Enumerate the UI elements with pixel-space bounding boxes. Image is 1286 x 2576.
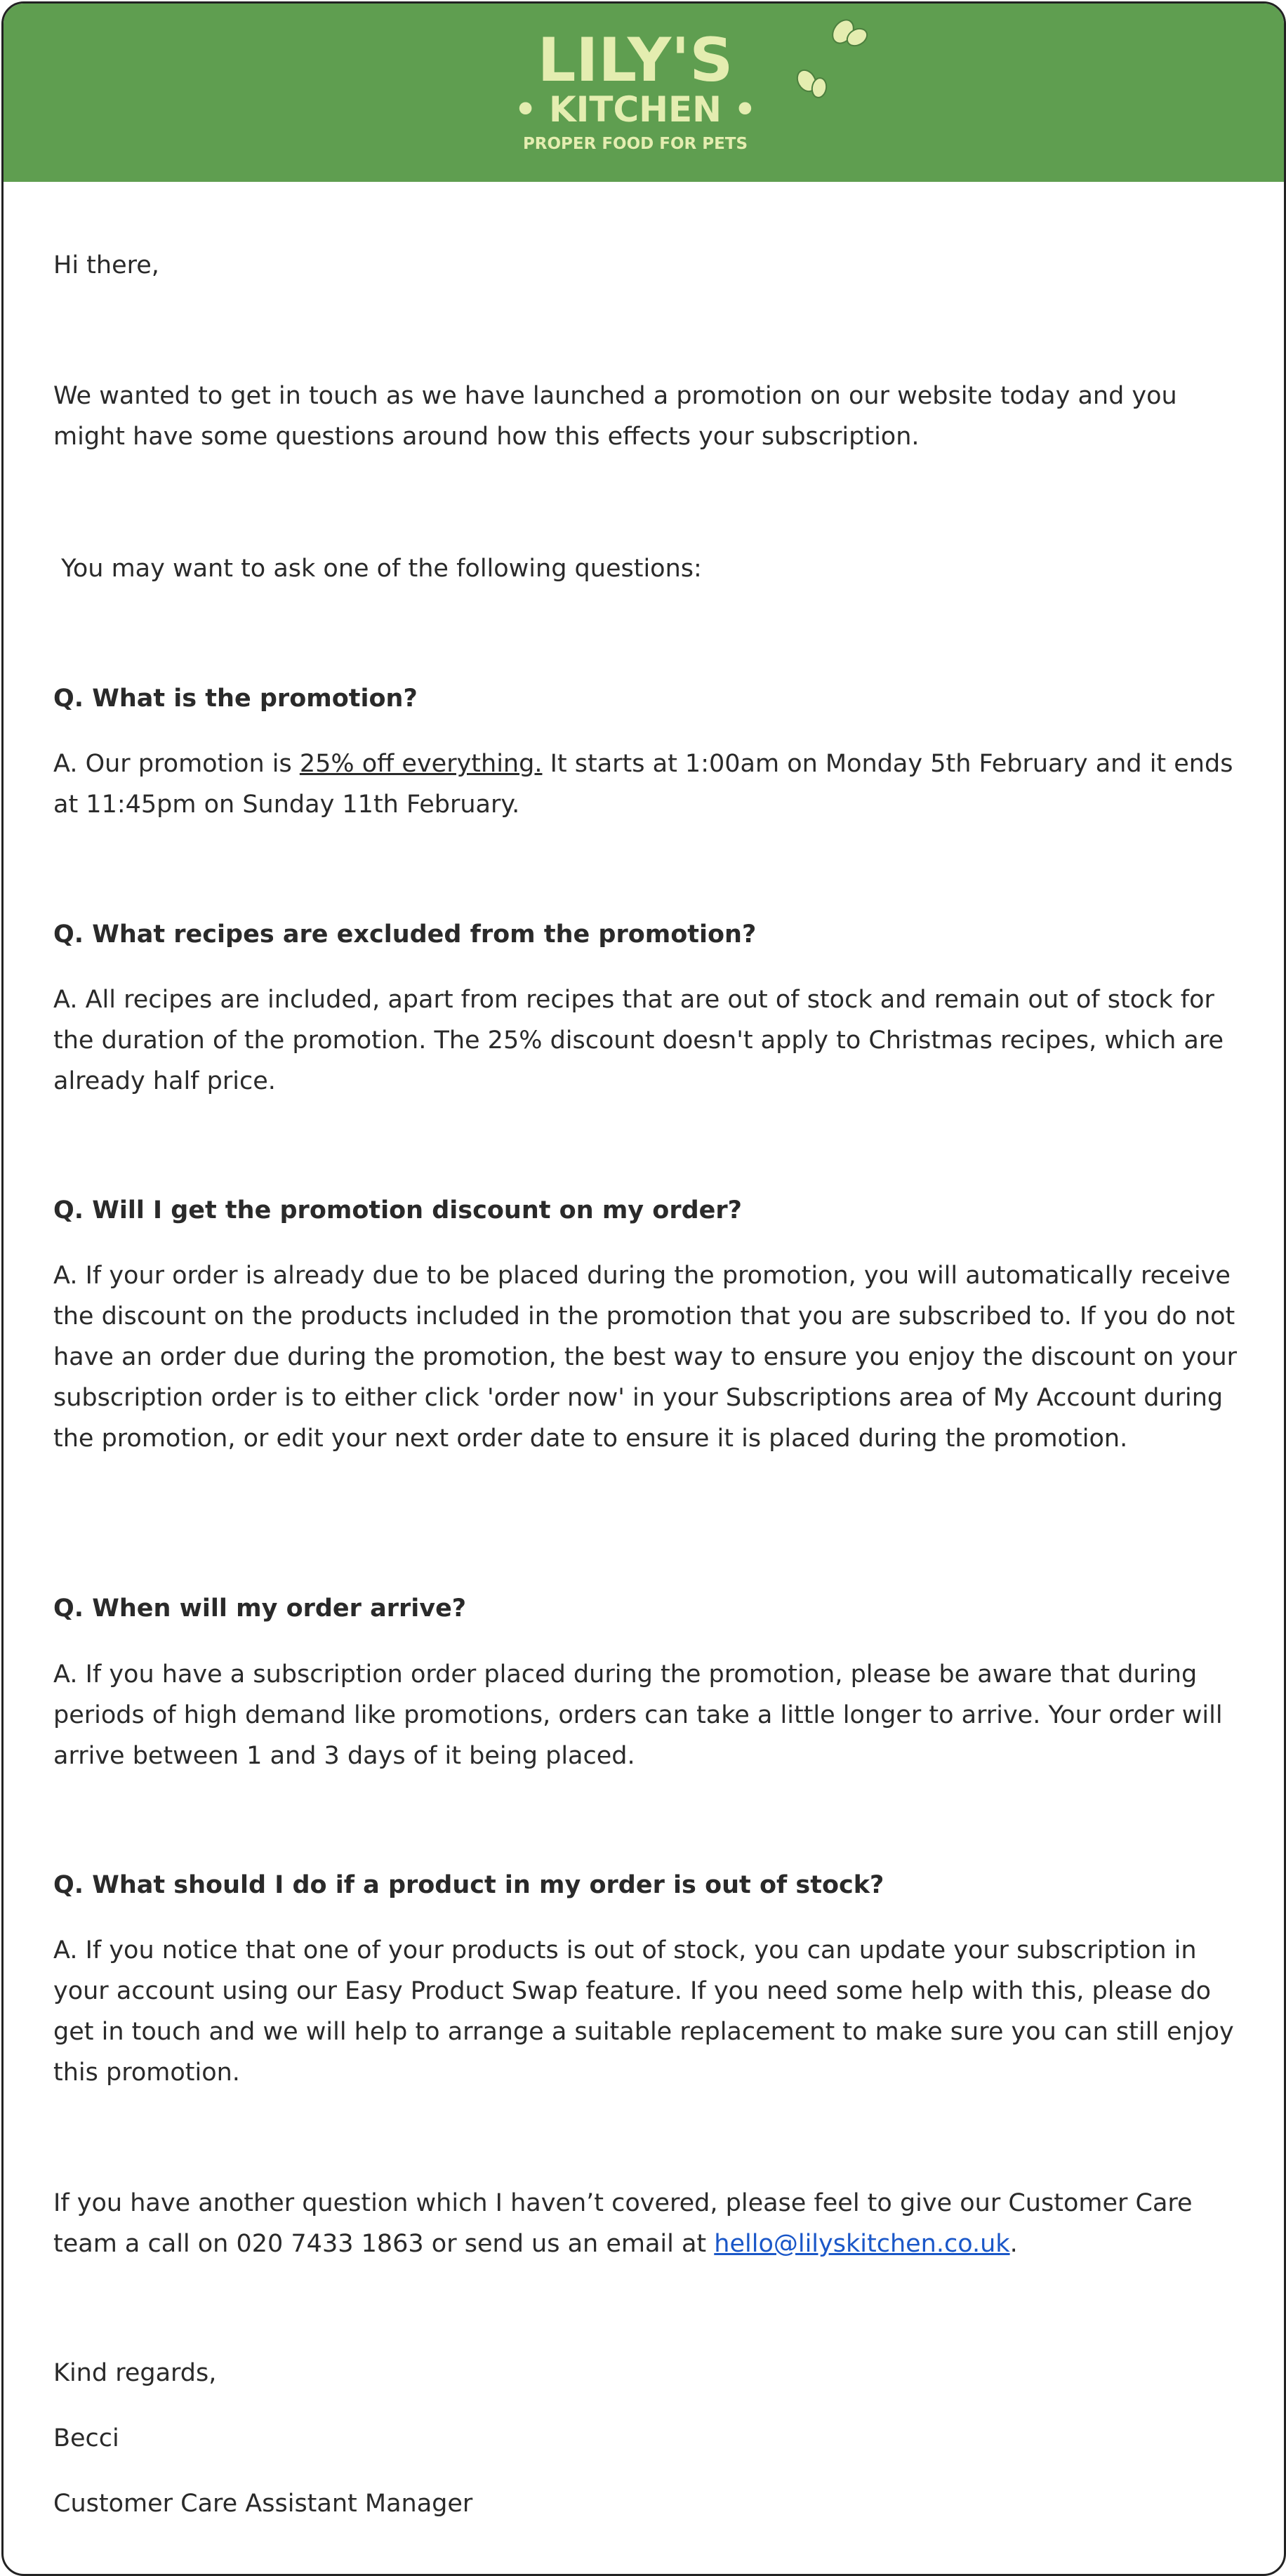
faq-question-4: Q. When will my order arrive?: [53, 1594, 467, 1623]
logo-subtitle: • KITCHEN •: [514, 89, 757, 130]
contact-paragraph: If you have another question which I haven’t covered, please feel to give our Customer Care team a call on 020 7433 1863 or send us an email at hello@lilyskitchen.co.uk.: [53, 2189, 1193, 2258]
email-link[interactable]: hello@lilyskitchen.co.uk: [714, 2230, 1010, 2258]
signoff: Kind regards,: [53, 2359, 217, 2387]
logo-tagline: PROPER FOOD FOR PETS: [522, 135, 748, 153]
faq-question-3: Q. Will I get the promotion discount on my order?: [53, 1196, 742, 1224]
faq-question-1: Q. What is the promotion?: [53, 685, 418, 713]
email-header: [4, 4, 1284, 182]
signature-title: Customer Care Assistant Manager: [53, 2490, 473, 2518]
faq-answer-4: A. If you have a subscription order placed during the promotion, please be aware that during periods of high demand like promotions, orders can take a little longer to arrive. Your order will arrive between 1 and 3 days of it being placed.: [53, 1660, 1223, 1770]
lilys-kitchen-logo: [488, 11, 881, 165]
faq-answer-3: A. If your order is already due to be placed during the promotion, you will automatically receive the discount on the products included in the promotion that you are subscribed to. If you do not have an order due during the promotion, the best way to ensure you enjoy the discount on your subscription order is to either click 'order now' in your Subscriptions area of My Account during the promotion, or edit your next order date to ensure it is placed during the promotion.: [53, 1262, 1238, 1453]
faq-answer-5: A. If you notice that one of your products is out of stock, you can update your subscription in your account using our Easy Product Swap feature. If you need some help with this, please do get in touch and we will help to arrange a suitable replacement to make sure you can still enjoy this promotion.: [53, 1936, 1234, 2087]
promo-highlight: 25% off everything.: [299, 750, 543, 778]
lead-text: You may want to ask one of the following questions:: [53, 555, 702, 583]
faq-question-2: Q. What recipes are excluded from the promotion?: [53, 920, 757, 949]
logo-title: LILY'S: [537, 25, 734, 95]
faq-question-5: Q. What should I do if a product in my order is out of stock?: [53, 1871, 884, 1899]
butterfly-icon: [794, 16, 870, 99]
greeting: Hi there,: [53, 251, 159, 279]
faq-answer-2: A. All recipes are included, apart from recipes that are out of stock and remain out of stock for the duration of the promotion. The 25% discount doesn't apply to Christmas recipes, which are already half price.: [53, 986, 1224, 1095]
intro-paragraph: We wanted to get in touch as we have launched a promotion on our website today and you might have some questions around how this effects your subscription.: [53, 382, 1177, 451]
signature-name: Becci: [53, 2424, 119, 2452]
faq-answer-1: A. Our promotion is 25% off everything. It starts at 1:00am on Monday 5th February and it ends at 11:45pm on Sunday 11th February.: [53, 750, 1233, 819]
email-frame: [1, 1, 1286, 2576]
